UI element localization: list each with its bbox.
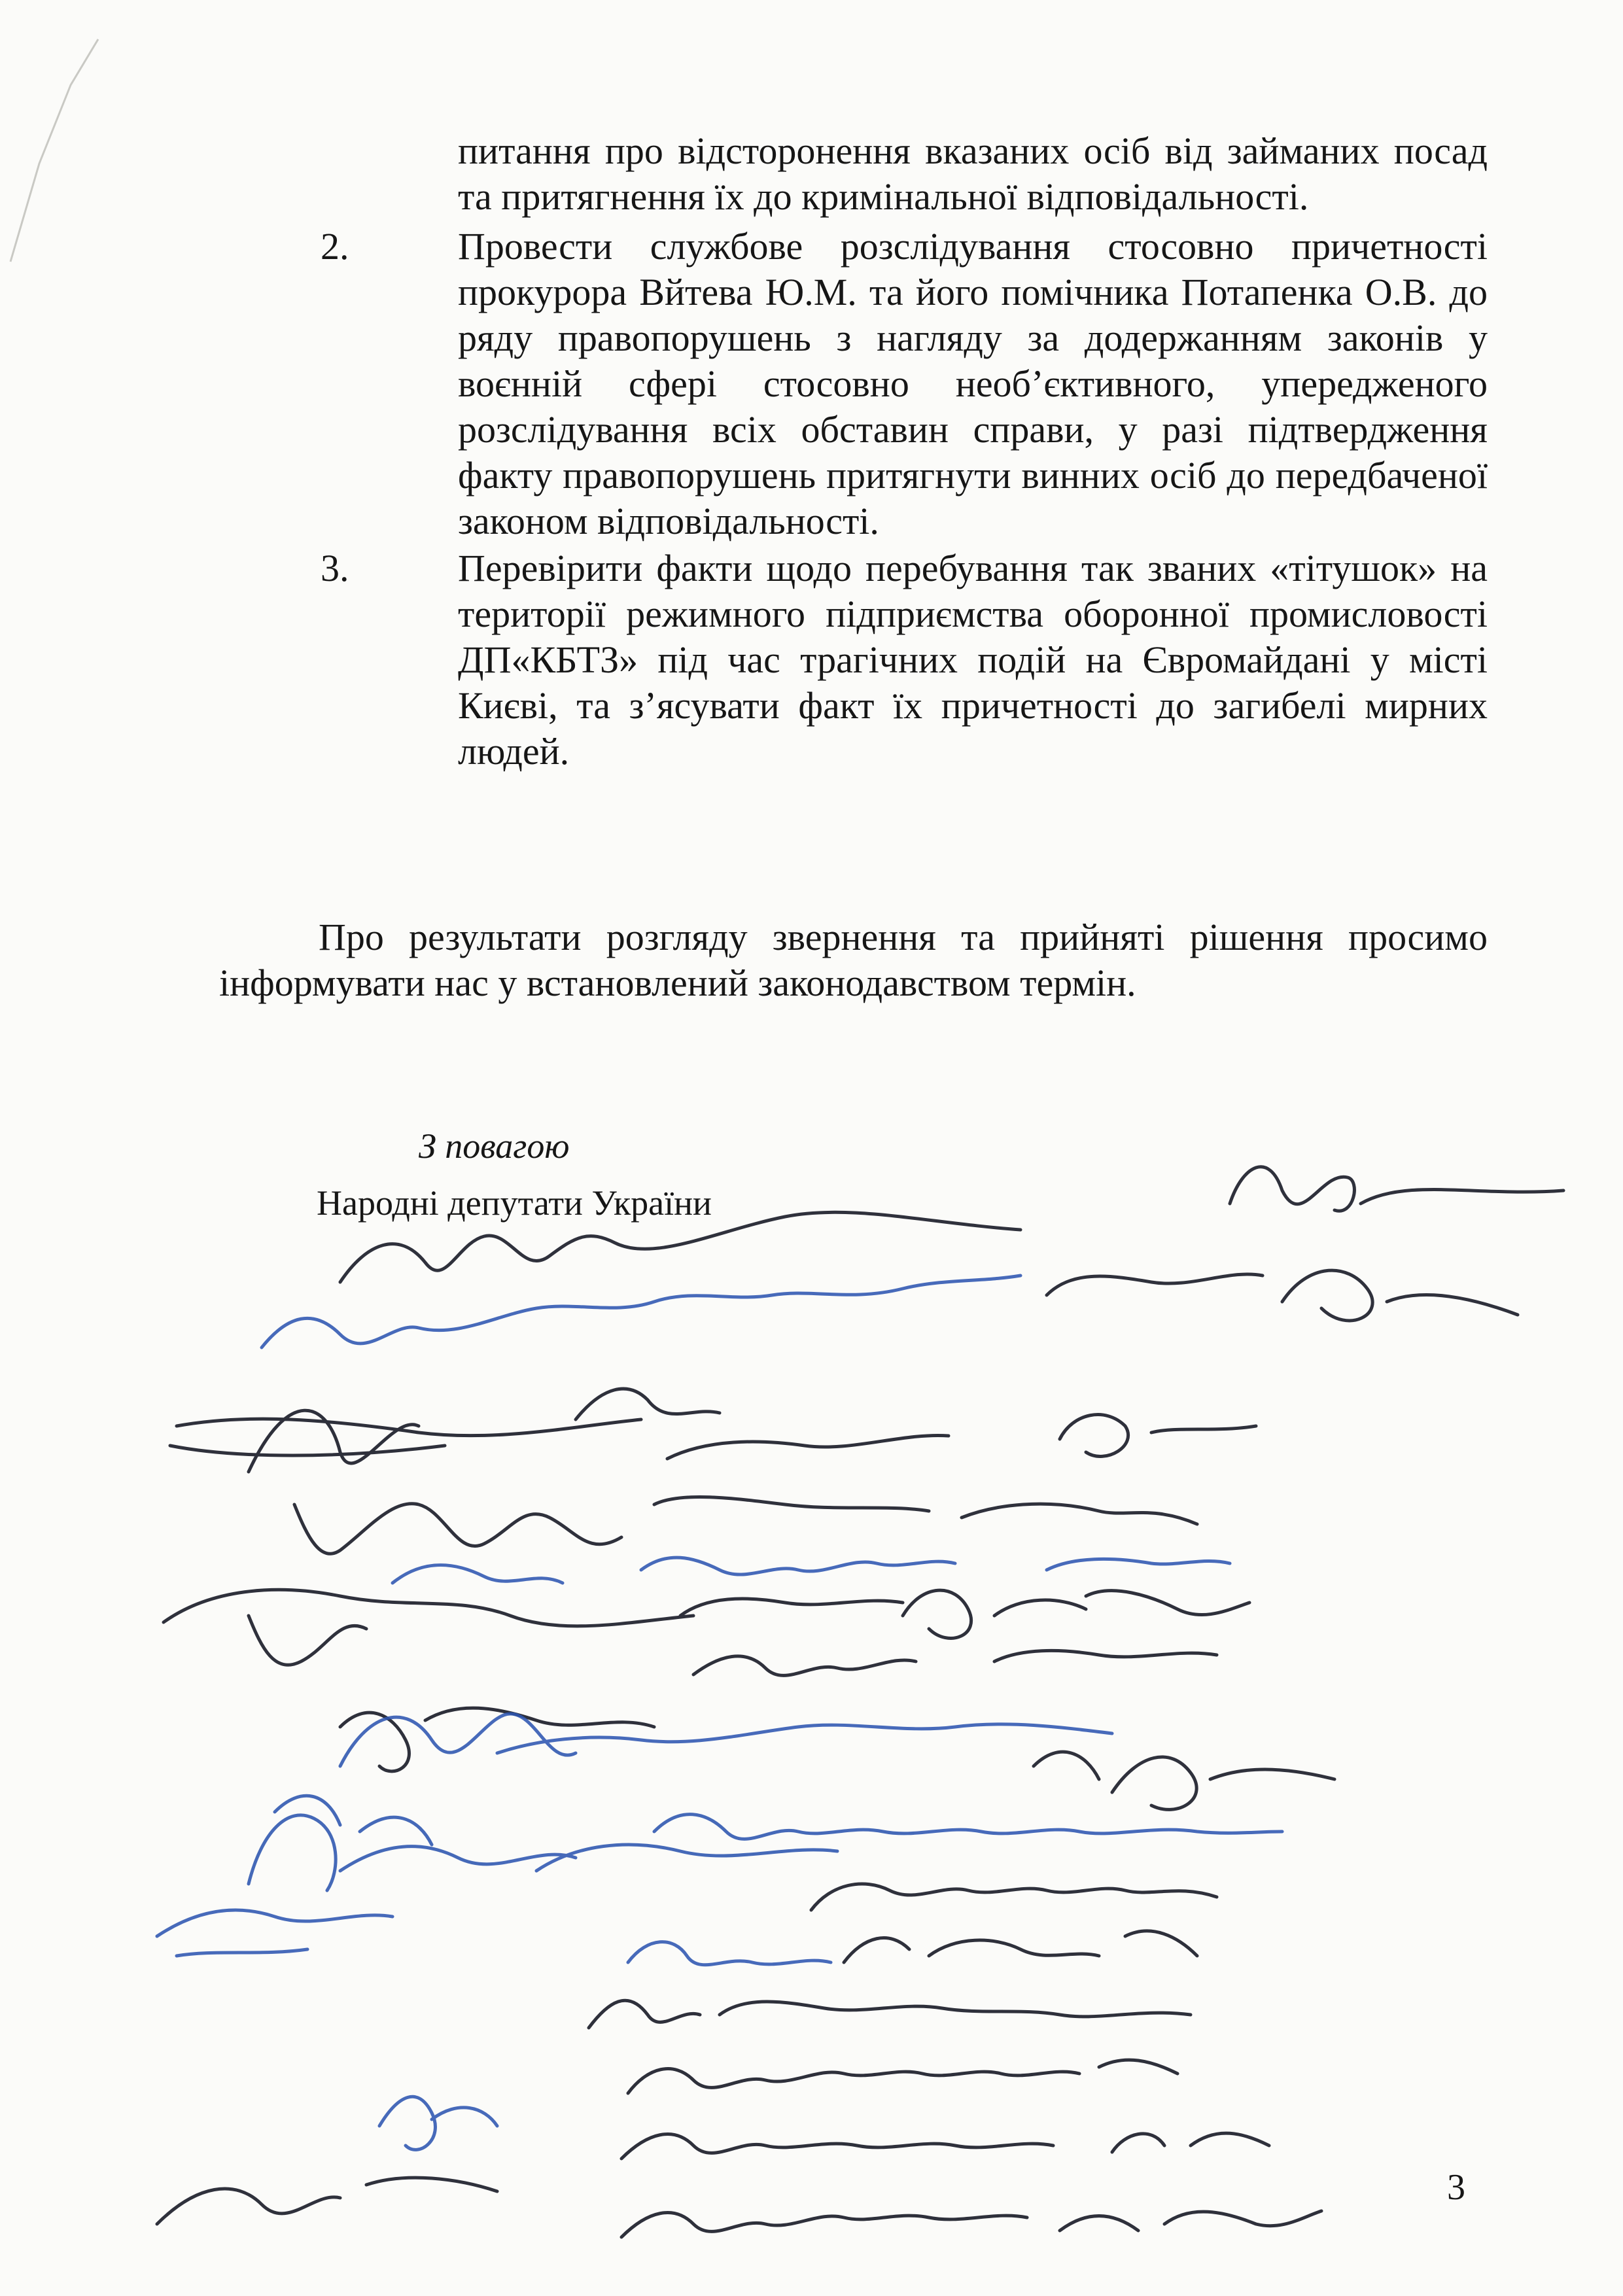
numbered-list	[307, 224, 1488, 776]
closing-paragraph: Про результати розгляду звернення та прийняті рішення просимо інформувати нас у встановлений законодавством термін.	[219, 916, 1488, 1004]
signature	[693, 1650, 1217, 1675]
item-1-continuation: питання про відсторонення вказаних осіб від займаних посад та притягнення їх до кримінальної відповідальності.	[458, 130, 1488, 218]
signature	[249, 1815, 837, 1890]
signature	[170, 1410, 641, 1472]
signature	[628, 1942, 831, 1965]
page-number: 3	[1447, 2167, 1465, 2208]
regards-line: З повагою	[419, 1126, 570, 1166]
signature	[589, 2000, 1191, 2028]
signature	[157, 2178, 497, 2224]
signature	[294, 1497, 1197, 1554]
signature	[379, 2096, 497, 2149]
signature	[1230, 1167, 1563, 1211]
list-item	[307, 224, 1488, 544]
signature	[576, 1389, 1256, 1459]
signature	[340, 1708, 654, 1771]
signature	[340, 1714, 1112, 1766]
signature	[654, 1815, 1282, 1839]
item-number: 3.	[321, 547, 349, 589]
item-number: 2.	[321, 225, 349, 268]
signature	[621, 2211, 1321, 2237]
signatures-dark-ink	[157, 1167, 1563, 2237]
signature	[844, 1931, 1197, 1962]
signature	[811, 1884, 1217, 1910]
signature	[680, 1590, 1249, 1638]
signature	[621, 2133, 1269, 2159]
list-item	[307, 546, 1488, 774]
signature	[157, 1910, 393, 1956]
signature	[262, 1276, 1021, 1348]
signatures-blue-ink	[157, 1276, 1282, 2149]
item-text: Провести службове розслідування стосовно причетності прокурора Вйтева Ю.М. та його помічника Потапенка О.В. до ряду правопорушень з нагляду за додержанням законів у воєнній сфері стосовно необ’єктивного, упередженого розслідування всіх обставин справи, у разі підтвердження факту правопорушень притягнути винних осіб до передбаченої законом відповідальності.	[458, 225, 1488, 542]
signature	[393, 1557, 1230, 1583]
item-text: Перевірити факти щодо перебування так званих «тітушок» на території режимного підприємства оборонної промисловості ДП«КБТЗ» під час трагічних подій на Євромайдані у місті Києві, та з’ясувати факт їх причетності до загибелі мирних людей.	[458, 547, 1488, 773]
signature	[275, 1796, 432, 1845]
signature	[164, 1590, 693, 1665]
signature	[1034, 1752, 1335, 1809]
signature	[628, 2060, 1178, 2093]
signature	[1047, 1270, 1518, 1321]
signer-title: Народні депутати України	[317, 1183, 712, 1223]
